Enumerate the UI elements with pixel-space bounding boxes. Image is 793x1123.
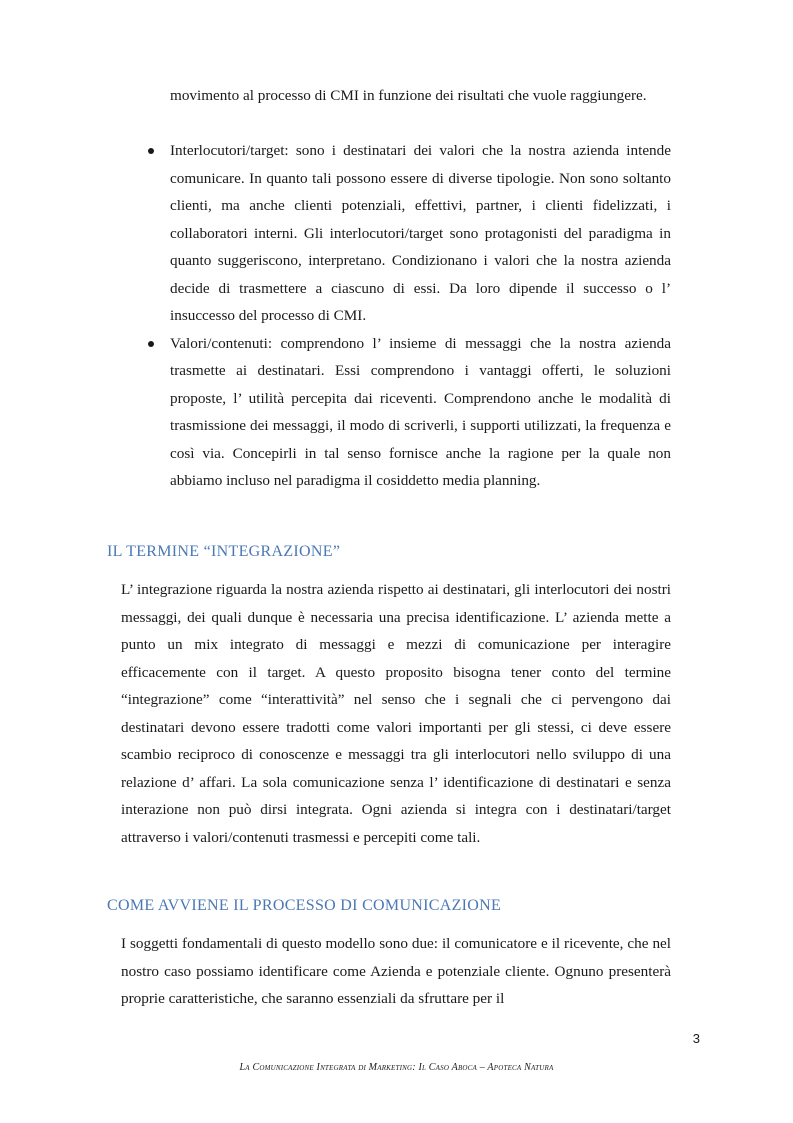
bullet-continuation-text: movimento al processo di CMI in funzione dei risultati che vuole raggiungere.: [170, 87, 647, 104]
bullet-text: Interlocutori/target: sono i destinatari dei valori che la nostra azienda intende comunicare. In quanto tali possono essere di diverse tipologie. Non sono soltanto clienti, ma anche clienti potenziali, effettivi, partner, i clienti fidelizzati, i collaboratori interni. Gli interlocutori/target sono protagonisti del paradigma in quanto suggeriscono, interpretano. Condizionano i valori che la nostra azienda decide di trasmettere a ciascuno di essi. Da loro dipende il successo o l’ insuccesso del processo di CMI.: [170, 142, 671, 324]
section-heading-integrazione: IL TERMINE “INTEGRAZIONE”: [107, 543, 341, 560]
section-paragraph-processo: I soggetti fondamentali di questo modello sono due: il comunicatore e il ricevente, che nel nostro caso possiamo identificare come Azienda e potenziale cliente. Ognuno presenterà proprie caratteristiche, che saranno essenziali da sfruttare per il: [121, 935, 671, 1007]
bullet-icon: [148, 341, 154, 347]
bullet-list: [147, 137, 671, 495]
bullet-text: Valori/contenuti: comprendono l’ insieme di messaggi che la nostra azienda trasmette ai destinatari. Essi comprendono i vantaggi offerti, le soluzioni proposte, l’ utilità percepita dai riceventi. Comprendono anche le modalità di trasmissione dei messaggi, il modo di scriverli, i supporti utilizzati, la frequenza e così via. Concepirli in tal senso fornisce anche la ragione per la quale non abbiamo incluso nel paradigma il cosiddetto media planning.: [170, 334, 671, 489]
bullet-icon: [148, 148, 154, 154]
page-number: 3: [692, 1031, 700, 1046]
section-paragraph-integrazione: L’ integrazione riguarda la nostra azienda rispetto ai destinatari, gli interlocutori dei nostri messaggi, dei quali dunque è necessaria una precisa identificazione. L’ azienda mette a punto un mix integrato di messaggi e mezzi di comunicazione per interagire efficacemente con il target. A questo proposito bisogna tener conto del termine “integrazione” come “interattività” nel senso che i segnali che ci pervengono dai destinatari devono essere tradotti come valori importanti per gli stessi, ci deve essere scambio reciproco di conoscenze e messaggi tra gli interlocutori nello sviluppo di una relazione d’ affari. La sola comunicazione senza l’ identificazione di destinatari e senza interazione non può dirsi integrata. Ogni azienda si integra con i destinatari/target attraverso i valori/contenuti trasmessi e percepiti come tali.: [121, 581, 671, 846]
section-heading-processo: COME AVVIENE IL PROCESSO DI COMUNICAZIONE: [107, 897, 502, 914]
bullet-item-valori: [147, 330, 671, 495]
page-footer: La Comunicazione Integrata di Marketing: Il Caso Aboca – Apoteca Natura: [239, 1062, 554, 1073]
bullet-item-interlocutori: [147, 137, 671, 330]
